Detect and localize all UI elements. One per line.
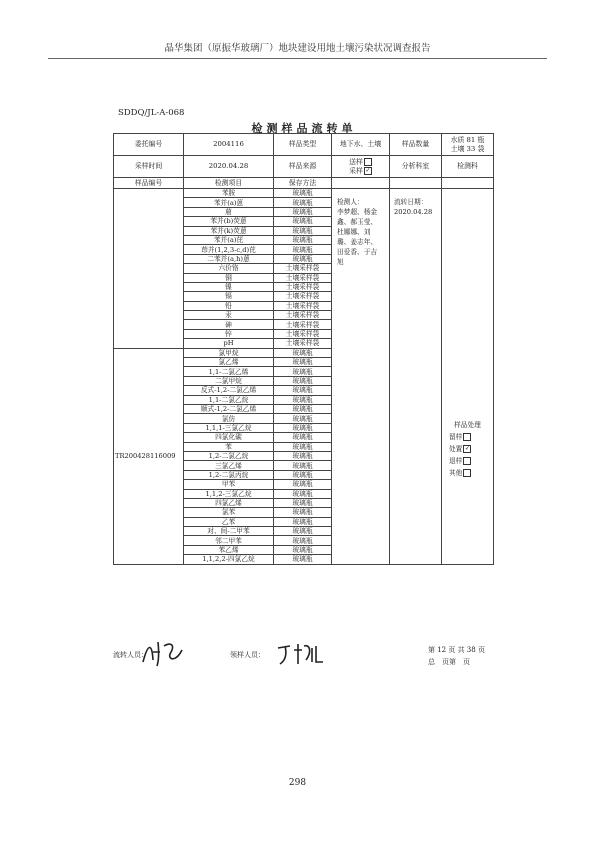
preservation-method: 玻璃瓶 [274, 517, 332, 526]
sample-transfer-table [113, 133, 494, 565]
header-rule [48, 58, 547, 59]
test-item: 铜 [184, 273, 274, 282]
preservation-method: 土壤采样袋 [274, 320, 332, 329]
test-item: 四氯化碳 [184, 433, 274, 442]
preservation-method: 土壤采样袋 [274, 264, 332, 273]
source-send-label: 送样 [349, 157, 363, 166]
qty-water: 水质 81 瓶 [450, 135, 485, 144]
preservation-method: 玻璃瓶 [274, 254, 332, 263]
preservation-method: 玻璃瓶 [274, 367, 332, 376]
preservation-method: 玻璃瓶 [274, 348, 332, 357]
receiver-signature [276, 640, 326, 668]
sample-source-options [332, 156, 390, 178]
test-item: 苯乙烯 [184, 545, 274, 554]
blank-header-a [332, 178, 390, 189]
page-info-total: 总 页第 页 [428, 658, 470, 666]
test-item-header: 检测项目 [184, 178, 274, 189]
preservation-method: 玻璃瓶 [274, 536, 332, 545]
preservation-method: 玻璃瓶 [274, 376, 332, 385]
disposal-option [443, 457, 492, 465]
row-client [114, 134, 494, 156]
disposal-option-checkbox[interactable] [463, 457, 471, 465]
qty-soil: 土壤 33 袋 [450, 144, 485, 153]
form-title: 检测样品流转单 [251, 122, 357, 135]
tester-line: 李梦超、杨金 [337, 208, 378, 216]
row-column-headers [114, 178, 494, 189]
disposal-option [443, 469, 492, 477]
analysis-room-label: 分析科室 [390, 156, 442, 178]
test-item: 氯乙烯 [184, 358, 274, 367]
preservation-method: 玻璃瓶 [274, 404, 332, 413]
source-collect-label: 采样 [349, 166, 363, 175]
preservation-method: 玻璃瓶 [274, 414, 332, 423]
tester-line: 旭 [337, 258, 344, 266]
test-item: 苯并(k)荧蒽 [184, 226, 274, 235]
test-item: 邻二甲苯 [184, 536, 274, 545]
tester-line: 检测人： [337, 198, 364, 206]
test-item: 茚并(1,2,3-c,d)芘 [184, 245, 274, 254]
test-item: 甲苯 [184, 480, 274, 489]
row-sampling [114, 156, 494, 178]
preservation-method: 土壤采样袋 [274, 273, 332, 282]
test-item: 苯 [184, 442, 274, 451]
transfer-date-label: 流转日期： [394, 198, 428, 206]
transfer-date-value: 2020.04.28 [394, 208, 433, 216]
test-item: 苯并(a)芘 [184, 235, 274, 244]
preservation-method: 玻璃瓶 [274, 508, 332, 517]
preservation-method: 玻璃瓶 [274, 235, 332, 244]
form-code: SDDQ/JL-A-068 [118, 108, 185, 118]
test-item: 氯苯 [184, 508, 274, 517]
client-no-label: 委托编号 [114, 134, 184, 156]
tester-line: 杜娜娜、刘 [337, 228, 371, 236]
preservation-method: 玻璃瓶 [274, 461, 332, 470]
preservation-method: 玻璃瓶 [274, 395, 332, 404]
test-item: 三氯乙烯 [184, 461, 274, 470]
disposal-option-checkbox[interactable] [463, 469, 471, 477]
page-header: 晶华集团（原振华玻璃厂）地块建设用地土壤污染状况调查报告 [164, 43, 431, 54]
test-item: 苯胺 [184, 189, 274, 198]
test-item: 1,1,2-三氯乙烷 [184, 489, 274, 498]
preservation-method: 土壤采样袋 [274, 311, 332, 320]
disposal-option-label: 处置 [449, 445, 463, 453]
test-item: 镉 [184, 292, 274, 301]
preservation-method: 玻璃瓶 [274, 207, 332, 216]
disposal-option [443, 445, 492, 453]
test-item: 1,2-二氯乙烷 [184, 451, 274, 460]
page-info: 第 12 页 共 38 页 [428, 646, 485, 654]
tester-line: 璐、姜志年、 [337, 238, 378, 246]
disposal-option-label: 退样 [449, 457, 463, 465]
preservation-method: 玻璃瓶 [274, 527, 332, 536]
test-item: 铅 [184, 301, 274, 310]
disposal-option-checkbox[interactable]: ✓ [464, 445, 470, 452]
sample-qty-label: 样品数量 [390, 134, 442, 156]
preservation-method: 土壤采样袋 [274, 292, 332, 301]
preservation-method: 玻璃瓶 [274, 498, 332, 507]
disposal-option-checkbox[interactable] [463, 433, 471, 441]
sample-qty-value [442, 134, 494, 156]
preservation-method: 玻璃瓶 [274, 226, 332, 235]
preservation-method: 玻璃瓶 [274, 358, 332, 367]
sender-signature [140, 638, 186, 668]
test-item: 苯并(b)荧蒽 [184, 217, 274, 226]
blank-header-c [442, 178, 494, 189]
test-item: 苯并(a)蒽 [184, 198, 274, 207]
tester-line: 田爱香、于吉 [337, 248, 378, 256]
test-item: 锌 [184, 329, 274, 338]
sample-id-cell-upper [114, 189, 184, 349]
sample-id-value: TR200428116009 [114, 348, 184, 564]
table-row [114, 189, 494, 198]
test-item: 1,1,2,2-四氯乙烷 [184, 555, 274, 564]
preservation-method: 玻璃瓶 [274, 198, 332, 207]
test-item: 䓛 [184, 207, 274, 216]
test-item: 汞 [184, 311, 274, 320]
tester-cell [332, 189, 390, 565]
test-item: 砷 [184, 320, 274, 329]
preservation-method: 土壤采样袋 [274, 329, 332, 338]
test-item: 1,1-二氯乙烯 [184, 367, 274, 376]
preservation-method: 土壤采样袋 [274, 339, 332, 348]
sample-source-label: 样品来源 [274, 156, 332, 178]
preservation-method: 玻璃瓶 [274, 451, 332, 460]
disposal-option-label: 留样 [449, 433, 463, 441]
receiver-label: 领样人员： [230, 651, 265, 659]
source-collect-checkbox[interactable]: ✓ [365, 166, 371, 174]
test-item: pH [184, 339, 274, 348]
disposal-title: 样品处理 [454, 421, 481, 429]
preservation-method: 玻璃瓶 [274, 423, 332, 432]
test-item: 氯甲烷 [184, 348, 274, 357]
test-item: 1,1,1-三氯乙烷 [184, 423, 274, 432]
transfer-date-cell [390, 189, 442, 565]
page-number: 298 [288, 778, 307, 788]
preservation-method: 玻璃瓶 [274, 489, 332, 498]
test-item: 1,1-二氯乙烷 [184, 395, 274, 404]
preservation-method: 玻璃瓶 [274, 245, 332, 254]
client-no-value: 2004116 [184, 134, 274, 156]
test-item: 四氯乙烯 [184, 498, 274, 507]
test-item: 乙苯 [184, 517, 274, 526]
preservation-method: 玻璃瓶 [274, 555, 332, 564]
preservation-method: 土壤采样袋 [274, 282, 332, 291]
disposal-option [443, 433, 492, 441]
preservation-method: 玻璃瓶 [274, 433, 332, 442]
preservation-method: 玻璃瓶 [274, 442, 332, 451]
preservation-method: 玻璃瓶 [274, 545, 332, 554]
tester-line: 鑫、郝玉莹、 [337, 218, 378, 226]
sampling-time-value: 2020.04.28 [184, 156, 274, 178]
preservation-method: 玻璃瓶 [274, 217, 332, 226]
test-item: 反式-1,2-二氯乙烯 [184, 386, 274, 395]
analysis-room-value: 检测科 [442, 156, 494, 178]
test-item: 六价铬 [184, 264, 274, 273]
preservation-method: 玻璃瓶 [274, 470, 332, 479]
test-item: 1,2-二氯丙烷 [184, 470, 274, 479]
sampling-time-label: 采样时间 [114, 156, 184, 178]
test-item: 镍 [184, 282, 274, 291]
test-item: 氯仿 [184, 414, 274, 423]
preservation-method: 土壤采样袋 [274, 301, 332, 310]
preservation-header: 保存方法 [274, 178, 332, 189]
sample-type-value: 地下水、土壤 [332, 134, 390, 156]
test-item: 顺式-1,2-二氯乙烯 [184, 404, 274, 413]
disposal-option-label: 其他 [449, 469, 463, 477]
preservation-method: 玻璃瓶 [274, 480, 332, 489]
test-item: 对、间-二甲苯 [184, 527, 274, 536]
source-send-checkbox[interactable] [364, 158, 372, 166]
test-item: 二氯甲烷 [184, 376, 274, 385]
disposal-cell [442, 189, 494, 565]
sample-type-label: 样品类型 [274, 134, 332, 156]
blank-header-b [390, 178, 442, 189]
test-item: 二苯并(a,h)蒽 [184, 254, 274, 263]
sender-label: 流转人员： [113, 651, 148, 659]
sample-id-header: 样品编号 [114, 178, 184, 189]
preservation-method: 玻璃瓶 [274, 189, 332, 198]
preservation-method: 玻璃瓶 [274, 386, 332, 395]
